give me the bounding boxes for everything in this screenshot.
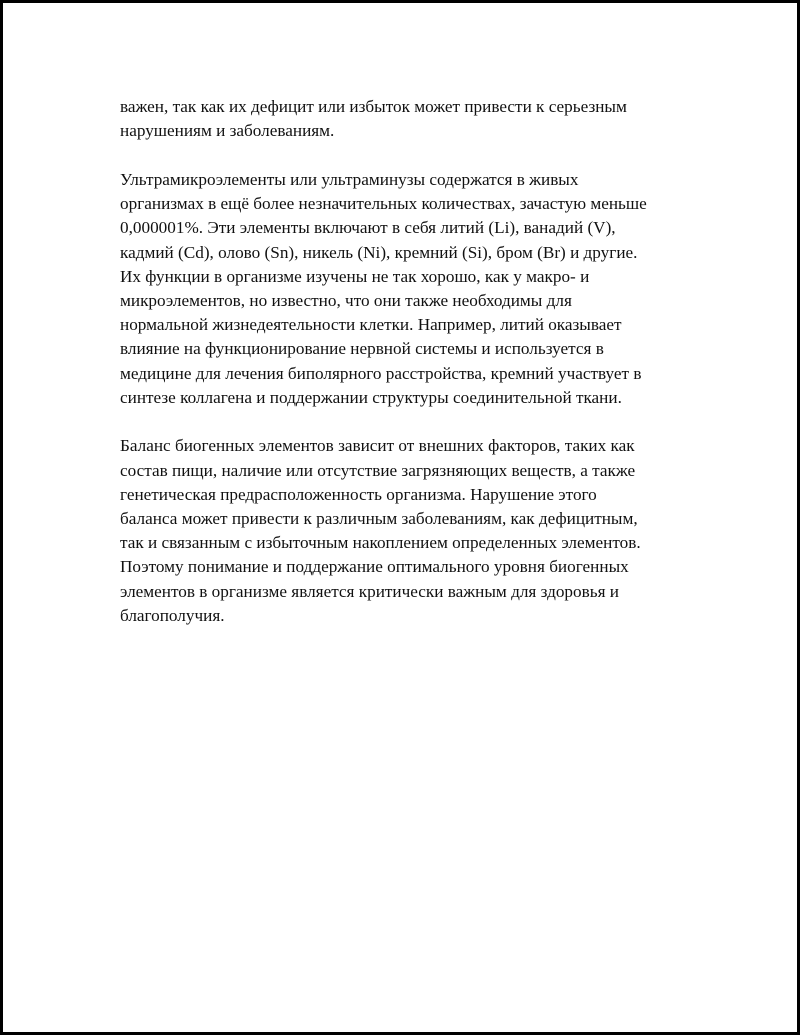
paragraph-3 bbox=[120, 434, 692, 628]
text-line: Ультрамикроэлементы или ультраминузы содержатся в живых bbox=[120, 169, 579, 189]
text-line: микроэлементов, но известно, что они также необходимы для bbox=[120, 290, 572, 310]
text-line: благополучия. bbox=[120, 605, 225, 625]
text-line: Их функции в организме изучены не так хорошо, как у макро- и bbox=[120, 266, 590, 286]
text-line: элементов в организме является критически важным для здоровья и bbox=[120, 581, 619, 601]
text-line: баланса может привести к различным заболеваниям, как дефицитным, bbox=[120, 509, 638, 529]
text-line: 0,000001%. Эти элементы включают в себя литий (Li), ванадий (V), bbox=[120, 218, 616, 238]
text-line: синтезе коллагена и поддержании структуры соединительной ткани. bbox=[120, 387, 622, 407]
paragraph-2 bbox=[120, 168, 692, 410]
text-line: состав пищи, наличие или отсутствие загрязняющих веществ, а также bbox=[120, 460, 636, 480]
text-line: Поэтому понимание и поддержание оптимального уровня биогенных bbox=[120, 557, 629, 577]
text-line: нарушениям и заболеваниям. bbox=[120, 121, 335, 141]
text-line: так и связанным с избыточным накоплением определенных элементов. bbox=[120, 533, 641, 553]
text-line: важен, так как их дефицит или избыток может привести к серьезным bbox=[120, 97, 627, 116]
text-line: нормальной жизнедеятельности клетки. Например, литий оказывает bbox=[120, 315, 622, 335]
text-line: медицине для лечения биполярного расстройства, кремний участвует в bbox=[120, 363, 642, 383]
text-line: организмах в ещё более незначительных количествах, зачастую меньше bbox=[120, 194, 647, 214]
document-body bbox=[120, 95, 692, 653]
text-line: кадмий (Cd), олово (Sn), никель (Ni), кремний (Si), бром (Br) и другие. bbox=[120, 242, 638, 262]
text-line: влияние на функционирование нервной системы и используется в bbox=[120, 339, 604, 359]
paragraph-1 bbox=[120, 95, 692, 143]
text-line: генетическая предрасположенность организма. Нарушение этого bbox=[120, 484, 597, 504]
text-line: Баланс биогенных элементов зависит от внешних факторов, таких как bbox=[120, 436, 635, 456]
